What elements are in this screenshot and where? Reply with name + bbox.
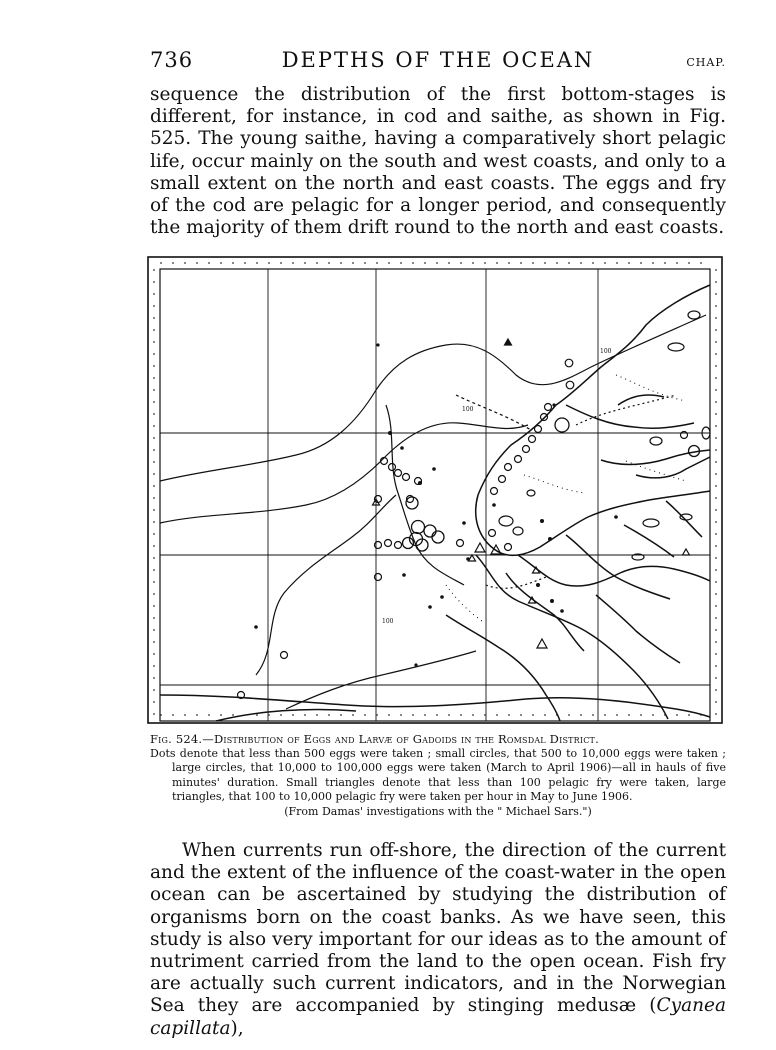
caption-source: (From Damas' investigations with the " Michael Sars.") bbox=[284, 804, 592, 818]
depth-label-3: 100 bbox=[382, 618, 394, 625]
paragraph-2-text bbox=[150, 840, 726, 1040]
paragraph-2-closing: ), bbox=[230, 1017, 244, 1039]
page-header bbox=[150, 48, 726, 78]
depth-label-1: 100 bbox=[462, 406, 474, 413]
running-title: DEPTHS OF THE OCEAN bbox=[281, 48, 595, 72]
chapter-label: CHAP. bbox=[686, 56, 726, 69]
figure-524-map bbox=[146, 255, 724, 725]
species-name: Cyanea capillata bbox=[150, 995, 726, 1039]
paragraph-2 bbox=[150, 840, 726, 1040]
coastal-stipple bbox=[446, 375, 686, 621]
markers-triangles bbox=[373, 339, 690, 648]
markers-large-circles bbox=[403, 418, 700, 551]
map-svg bbox=[146, 255, 724, 725]
paragraph-2-main: When currents run off-shore, the direction of the current and the extent of the influence of the coast-water in the open ocean can be ascertained by studying the distribution of organisms born on the coast banks. As we have seen, this study is also very important for our ideas as to the amount of nutriment carried from the land to the open ocean. Fish fry are actually such current indicators, and in the Norwegian Sea they are accompanied by stinging medusæ ( bbox=[150, 840, 726, 1017]
map-frame-inner bbox=[160, 269, 710, 721]
map-grid bbox=[160, 269, 710, 721]
page-number: 736 bbox=[150, 48, 194, 72]
map-frame-outer bbox=[148, 257, 722, 723]
depth-contours bbox=[160, 315, 706, 709]
paragraph-1 bbox=[150, 84, 726, 239]
depth-label-2: 100 bbox=[600, 348, 612, 355]
caption-title: Fig. 524.—Distribution of Eggs and Larvæ of Gadoids in the Romsdal District. bbox=[150, 732, 599, 746]
paragraph-1-text: sequence the distribution of the first bottom-stages is different, for instance, in cod and saithe, as shown in Fig. 525. The young saithe, having a comparatively short pelagic life, occur mainly on the south and west coasts, and only to a small extent on the north and east coasts. The eggs and fry of the cod are pelagic for a longer period, and consequently the majority of them drift round to the north and east coasts. bbox=[150, 84, 726, 239]
figure-caption bbox=[150, 732, 726, 820]
caption-body: Dots denote that less than 500 eggs were taken ; small circles, that 500 to 10,000 eggs were taken ; large circles, that 10,000 to 100,000 eggs were taken (March to April 1906)—all in hauls of five minutes' duration. Small triangles denote that less than 100 pelagic fry were taken, large triangles, that 100 to 10,000 pelagic fry were taken per hour in May to June 1906. bbox=[150, 746, 726, 804]
frame-ticks bbox=[154, 263, 716, 721]
